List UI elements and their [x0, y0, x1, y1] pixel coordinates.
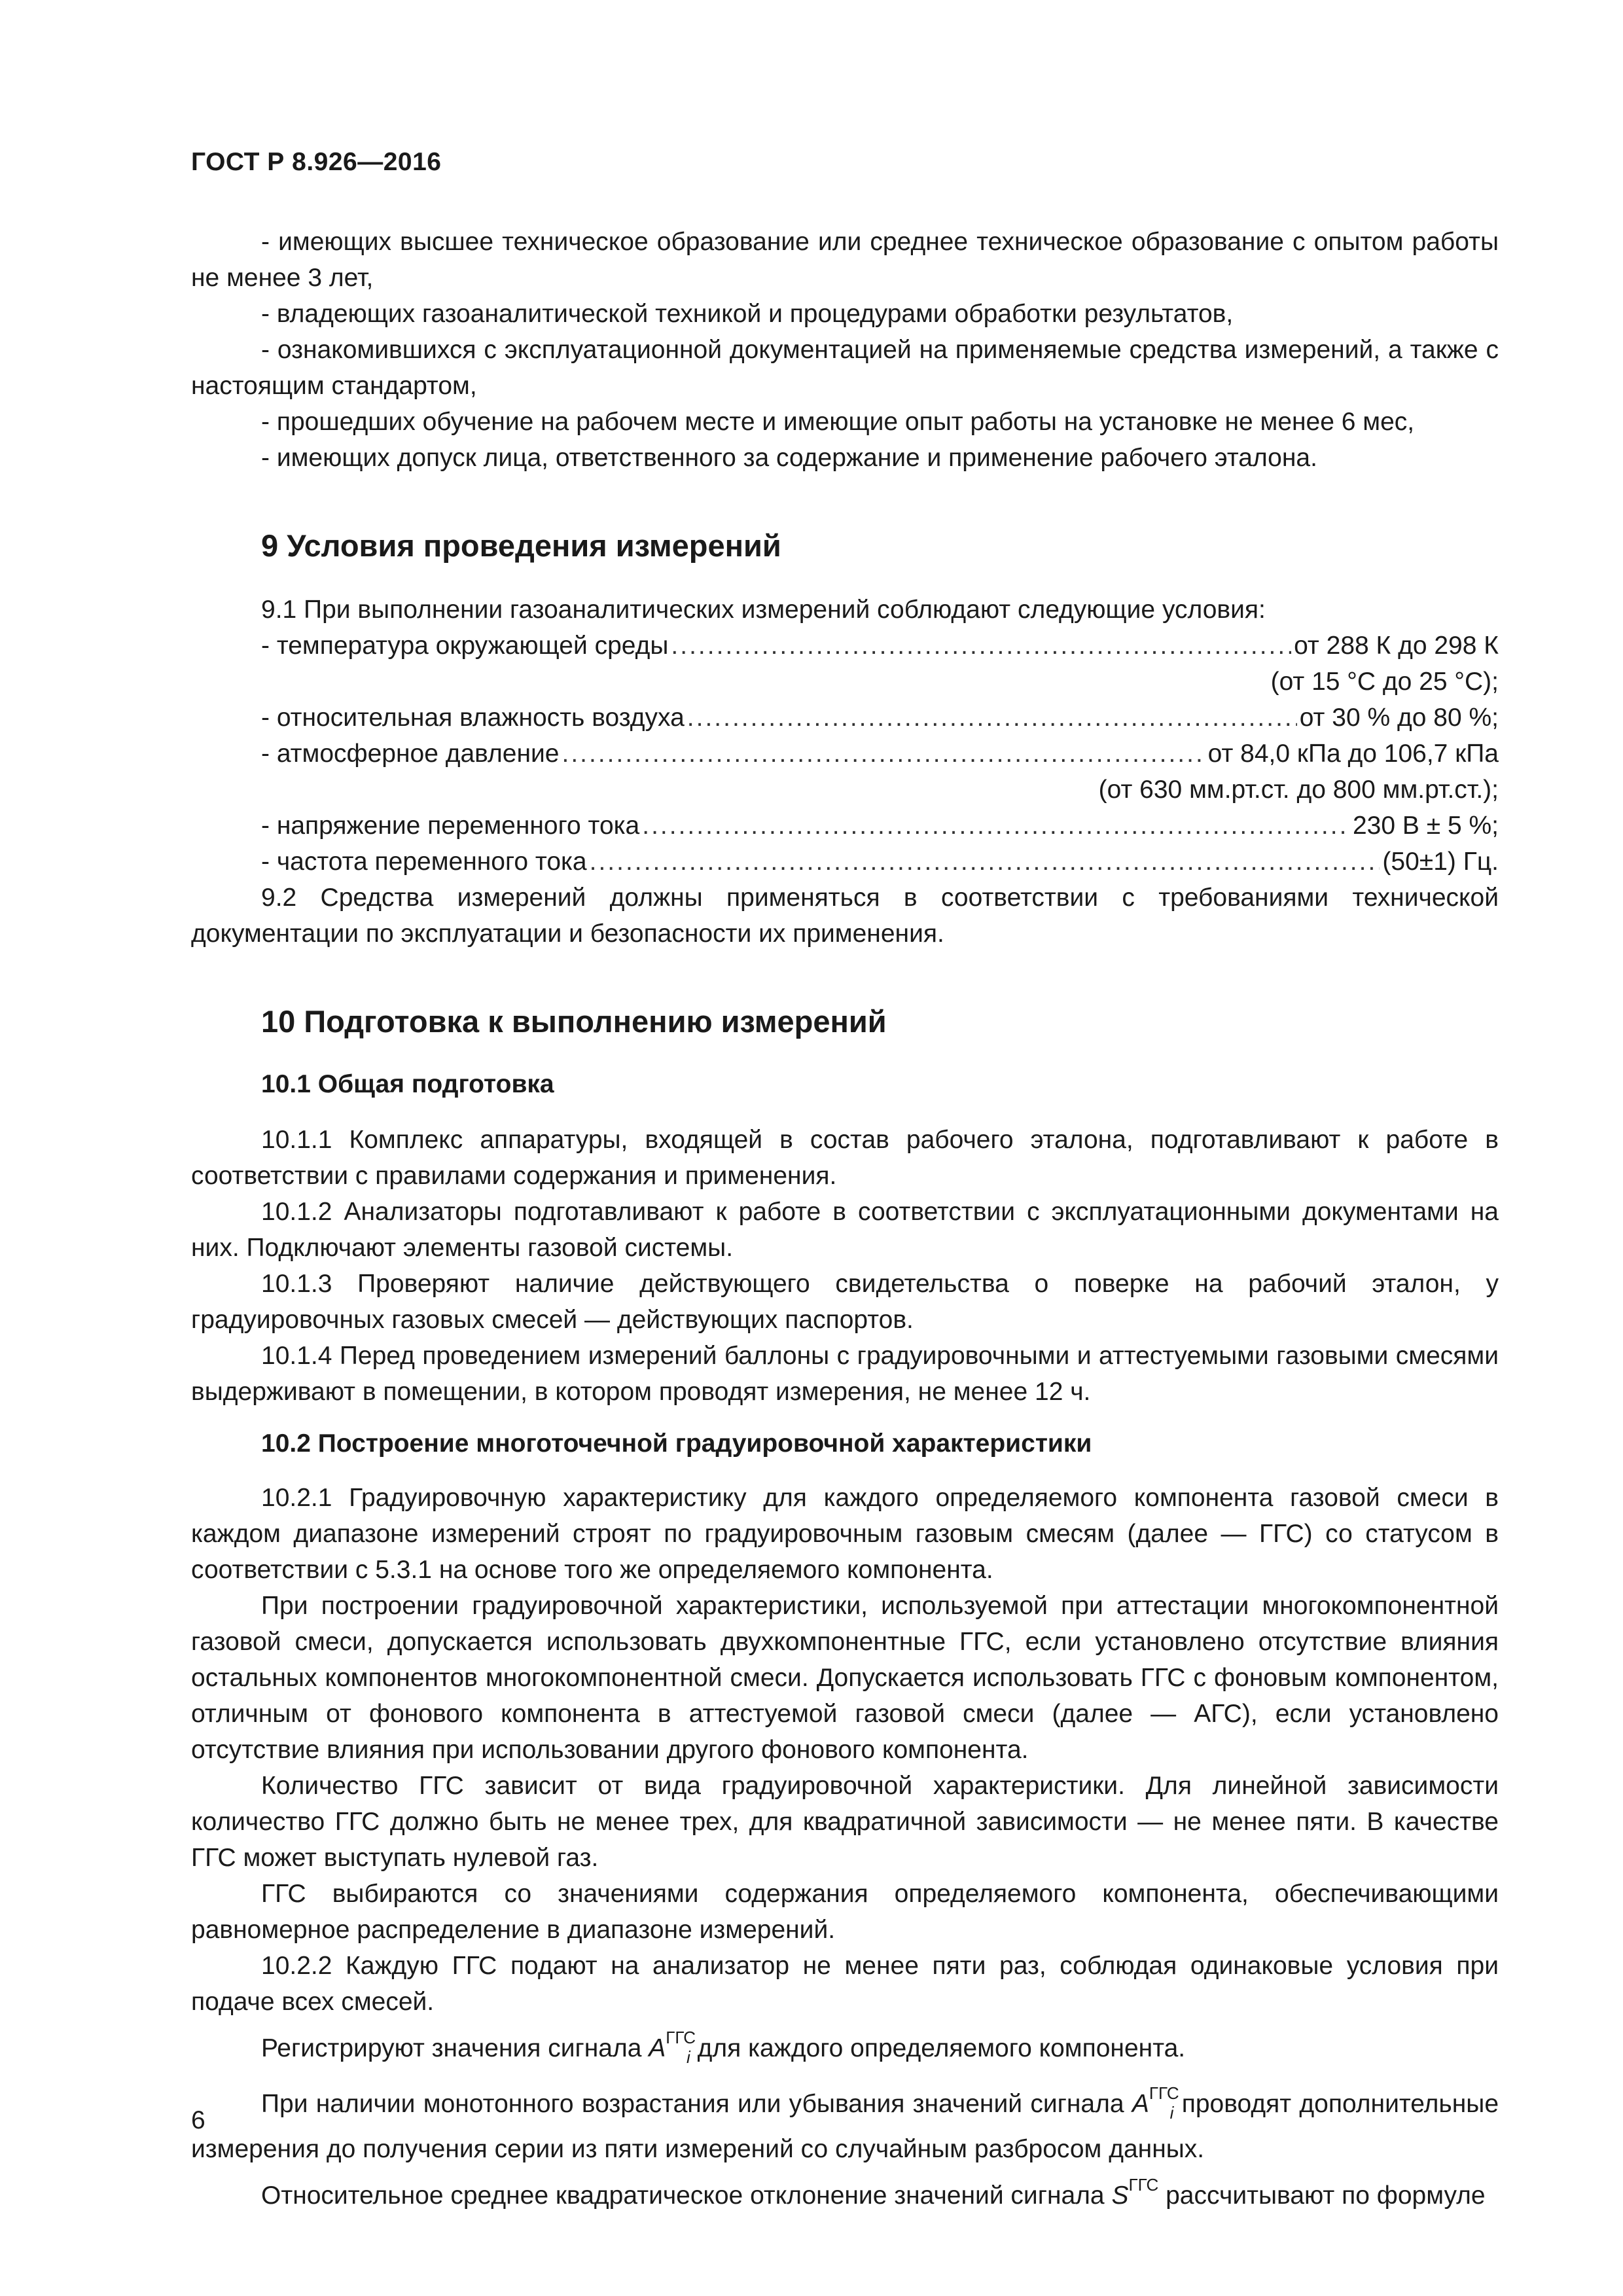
text-fragment: Относительное среднее квадратическое отклонение значений сигнала: [261, 2181, 1112, 2210]
condition-temperature: [191, 628, 1499, 664]
subscript-i: i: [1169, 2103, 1174, 2123]
condition-label: - температура окружающей среды: [261, 632, 669, 660]
intro-item-2: - владеющих газоаналитической техникой и процедурами обработки результатов,: [261, 300, 1234, 328]
paragraph-10-2-1-d: ГГС выбираются со значениями содержания определяемого компонента, обеспечивающими равномерное распределение в диапазоне измерений.: [191, 1880, 1499, 1944]
paragraph-10-1-3: 10.1.3 Проверяют наличие действующего свидетельства о поверке на рабочий эталон, у градуировочных газовых смесей — действующих паспортов.: [191, 1270, 1499, 1334]
paragraph-10-1-1: 10.1.1 Комплекс аппаратуры, входящей в состав рабочего эталона, подготавливают к работе в соответствии с правилами содержания и применения.: [191, 1126, 1499, 1190]
paragraph-rsd: [191, 2167, 1499, 2214]
document-body: [191, 224, 1499, 2214]
intro-item-4: - прошедших обучение на рабочем месте и имеющие опыт работы на установке не менее 6 мес,: [261, 408, 1415, 436]
condition-label: - относительная влажность воздуха: [261, 704, 685, 732]
condition-label: - напряжение переменного тока: [261, 812, 640, 840]
text-fragment: рассчитывают по формуле: [1158, 2181, 1486, 2210]
dot-leader: [671, 628, 1291, 664]
dot-leader: [562, 736, 1205, 772]
paragraph-register-signal: [191, 2020, 1499, 2075]
superscript-ggs: ГГС: [1149, 2083, 1179, 2103]
section-9-2-paragraph: 9.2 Средства измерений должны применяться в соответствии с требованиями технической документации по эксплуатации и безопасности их применения.: [191, 884, 1499, 948]
symbol-A: A: [649, 2034, 666, 2062]
text-fragment: Регистрируют значения сигнала: [261, 2034, 649, 2062]
text-fragment: проводят дополнительные измерения до получения серии из пяти измерений со случайным разбросом данных.: [191, 2090, 1499, 2163]
intro-item-5: - имеющих допуск лица, ответственного за содержание и применение рабочего эталона.: [261, 444, 1317, 472]
condition-note: (от 630 мм.рт.ст. до 800 мм.рт.ст.);: [1098, 776, 1499, 804]
paragraph-10-2-1-c: Количество ГГС зависит от вида градуировочной характеристики. Для линейной зависимости количество ГГС должно быть не менее трех, для квадратичной зависимости — не менее пяти. В качестве ГГС может выступать нулевой газ.: [191, 1772, 1499, 1872]
condition-note: (от 15 °С до 25 °С);: [1270, 668, 1499, 696]
intro-item-3: - ознакомившихся с эксплуатационной документацией на применяемые средства измерений, а также с настоящим стандартом,: [191, 336, 1499, 400]
paragraph-10-1-4: 10.1.4 Перед проведением измерений баллоны с градуировочными и аттестуемыми газовыми смесями выдерживают в помещении, в котором проводят измерения, не менее 12 ч.: [191, 1342, 1499, 1406]
paragraph-10-2-1-b: При построении градуировочной характеристики, используемой при аттестации многокомпонентной газовой смеси, допускается использовать двухкомпонентные ГГС, если установлено отсутствие влияния остальных компонентов многокомпонентной смеси. Допускается использовать ГГС с фоновым компонентом, отличным от фонового компонента в аттестуемой газовой смеси (далее — АГС), если установлено отсутствие влияния при использовании другого фонового компонента.: [191, 1592, 1499, 1764]
text-fragment: для каждого определяемого компонента.: [690, 2034, 1186, 2062]
condition-humidity: [191, 700, 1499, 736]
condition-value: от 30 % до 80 %;: [1299, 704, 1499, 732]
condition-label: - частота переменного тока: [261, 848, 587, 876]
section-10-title: 10 Подготовка к выполнению измерений: [261, 1004, 887, 1039]
superscript-ggs: ГГС: [1128, 2175, 1159, 2195]
condition-value: 230 В ± 5 %;: [1352, 812, 1499, 840]
paragraph-monotonic: [191, 2075, 1499, 2167]
condition-voltage: [191, 808, 1499, 844]
dot-leader: [687, 700, 1297, 736]
paragraph-10-2-2: 10.2.2 Каждую ГГС подают на анализатор не менее пяти раз, соблюдая одинаковые условия при подаче всех смесей.: [191, 1952, 1499, 2016]
condition-label: - атмосферное давление: [261, 740, 560, 768]
condition-pressure: [191, 736, 1499, 772]
intro-item-1: - имеющих высшее техническое образование или среднее техническое образование с опытом работы не менее 3 лет,: [191, 228, 1499, 292]
superscript-ggs: ГГС: [666, 2028, 696, 2047]
subsection-10-1-title: 10.1 Общая подготовка: [261, 1070, 554, 1098]
document-header: ГОСТ Р 8.926—2016: [191, 148, 442, 176]
subscript-i: i: [687, 2047, 690, 2067]
section-9-1-intro: 9.1 При выполнении газоаналитических измерений соблюдают следующие условия:: [261, 596, 1266, 624]
paragraph-10-2-1: 10.2.1 Градуировочную характеристику для каждого определяемого компонента газовой смеси в каждом диапазоне измерений строят по градуировочным газовым смесям (далее — ГГС) со статусом в соответствии с 5.3.1 на основе того же определяемого компонента.: [191, 1484, 1499, 1584]
condition-value: от 288 К до 298 К: [1294, 632, 1499, 660]
subsection-10-2-title: 10.2 Построение многоточечной градуировочной характеристики: [261, 1429, 1092, 1458]
condition-frequency: [191, 844, 1499, 880]
dot-leader: [590, 844, 1380, 880]
condition-value: (50±1) Гц.: [1382, 848, 1499, 876]
dot-leader: [642, 808, 1350, 844]
section-9-title: 9 Условия проведения измерений: [261, 528, 781, 563]
paragraph-10-1-2: 10.1.2 Анализаторы подготавливают к работе в соответствии с эксплуатационными документами на них. Подключают элементы газовой системы.: [191, 1198, 1499, 1262]
symbol-A: A: [1132, 2090, 1149, 2118]
text-fragment: При наличии монотонного возрастания или убывания значений сигнала: [261, 2090, 1132, 2118]
symbol-S: S: [1111, 2181, 1129, 2210]
page-number: 6: [191, 2106, 205, 2134]
condition-value: от 84,0 кПа до 106,7 кПа: [1207, 740, 1499, 768]
